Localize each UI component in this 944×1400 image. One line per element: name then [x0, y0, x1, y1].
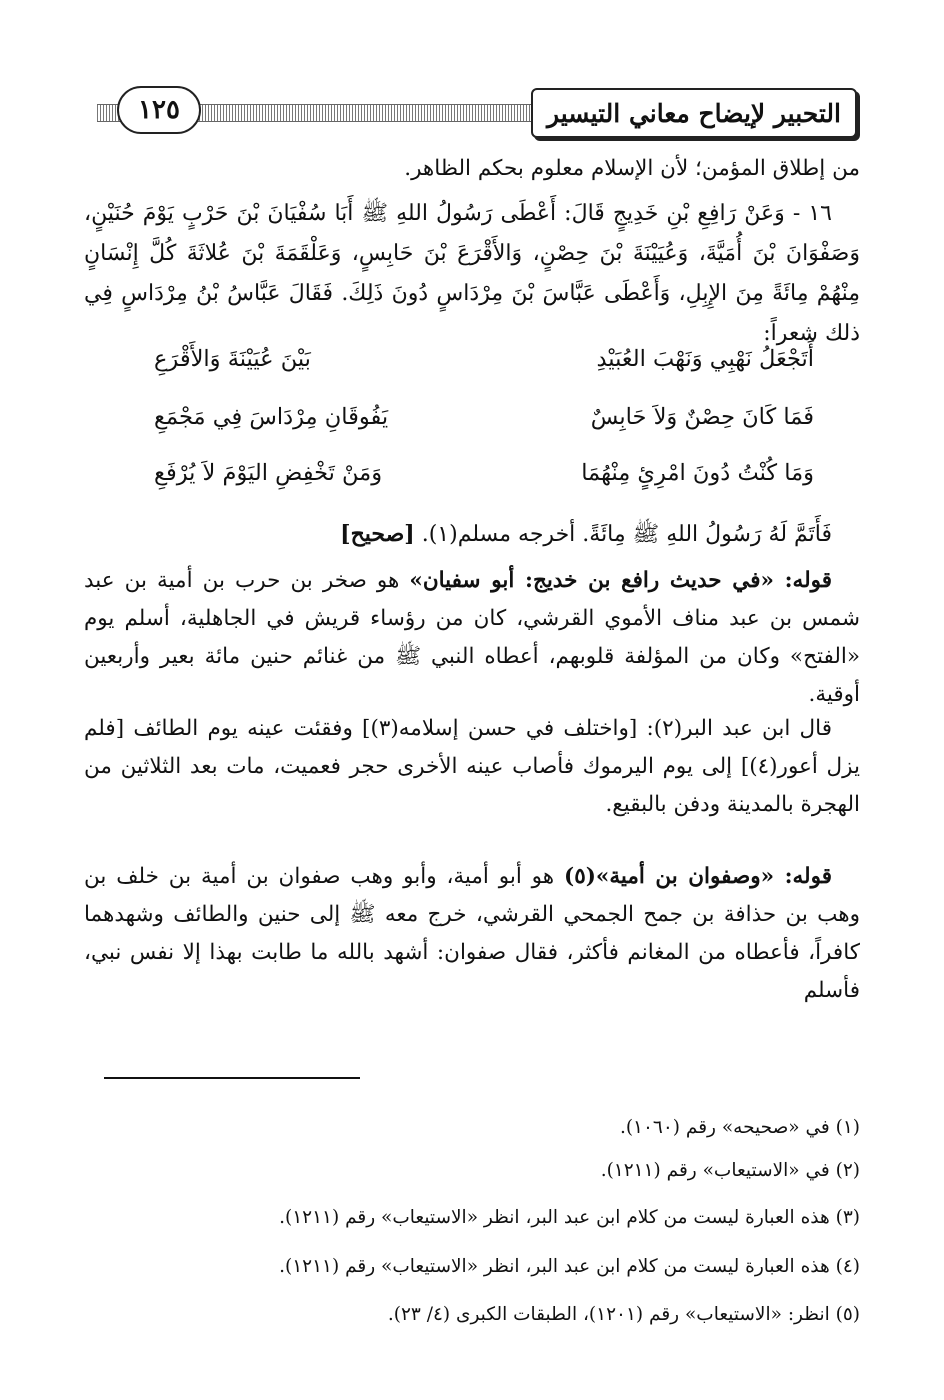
hadith-grade: [صحيح] [340, 521, 415, 547]
running-title: التحبير لإيضاح معاني التيسير [531, 88, 857, 138]
verse-1-first-hemistich: أَتَجْعَلُ نَهْبِي وَنَهْبَ العُبَيْدِ [596, 346, 814, 372]
footnote: (١) في «صحيحه» رقم (١٠٦٠). [619, 1117, 860, 1138]
commentary-text: هو أبو أمية، وأبو وهب صفوان بن أمية بن خلف بن وهب بن حذافة بن جمح الجمحي القرشي، خرج معه ﷺ إلى حنين والطائف وشهدهما كافراً، فأعطاه من المغانم فأكثر، فقال صفوان: أشهد بالله ما طابت بهذا إلا نفس نبي، فأسلم [84, 864, 860, 1003]
verse-1-second-hemistich: بَيْنَ عُيَيْنَةَ وَالأَقْرَعِ [154, 346, 311, 372]
commentary-paragraph [84, 562, 860, 714]
commentary-paragraph [84, 710, 860, 824]
verse-2 [154, 404, 814, 454]
closing-text: فَأَتَمَّ لَهُ رَسُولُ اللهِ ﷺ مِائَةً. أخرجه مسلم(١). [421, 522, 832, 547]
commentary-text: هو صخر بن حرب بن أمية بن عبد شمس بن عبد مناف الأموي القرشي، كان من رؤساء قريش في الجاهلية، أسلم يوم «الفتح» وكان من المؤلفة قلوبهم، أعطاه النبي ﷺ من غنائم حنين مائة بعير وأربعين أوقية. [84, 568, 860, 707]
footnote-separator [104, 1077, 360, 1079]
verse-3-second-hemistich: وَمَنْ تَخْفِضِ اليَوْمَ لاَ يُرْفَعِ [154, 460, 383, 486]
verse-2-first-hemistich: فَمَا كَانَ حِصْنٌ وَلاَ حَابِسٌ [590, 404, 814, 430]
page-header [97, 84, 857, 148]
verse-3 [154, 460, 814, 510]
hadith-text: ١٦ - وَعَنْ رَافِعِ بْنِ خَدِيجٍ قَالَ: أَعْطَى رَسُولُ اللهِ ﷺ أَبَا سُفْيَانَ بْنَ حَرْبٍ يَوْمَ حُنَيْنٍ، وَصَفْوَانَ بْنَ أُمَيَّةَ، وَعُيَيْنَةَ بْنَ حِصْنٍ، وَالأَقْرَعَ بْنَ حَابِسٍ، وَعَلْقَمَةَ بْنَ عُلاثَةَ كُلَّ إِنْسَانٍ مِنْهُمْ مِائَةً مِنَ الإِبِلِ، وَأَعْطَى عَبَّاسَ بْنَ مِرْدَاسٍ دُونَ ذَلِكَ. فَقَالَ عَبَّاسُ بْنُ مِرْدَاسٍ فِي ذلك شعراً: [84, 201, 860, 346]
footnote: (٤) هذه العبارة ليست من كلام ابن عبد البر، انظر «الاستيعاب» رقم (١٢١١). [279, 1256, 860, 1277]
footnote: (٥) انظر: «الاستيعاب» رقم (١٢٠١)، الطبقات الكبرى (٤/ ٢٣). [387, 1304, 860, 1325]
commentary-lead: قوله: «في حديث رافع بن خديج: أبو سفيان» [409, 568, 833, 593]
verse-1 [154, 346, 814, 396]
footnote: (٣) هذه العبارة ليست من كلام ابن عبد البر، انظر «الاستيعاب» رقم (١٢١١). [279, 1207, 860, 1228]
commentary-paragraph [84, 858, 860, 1010]
commentary-text: قال ابن عبد البر(٢): [واختلف في حسن إسلامه(٣)] وفقئت عينه يوم الطائف [فلم يزل أعور(٤)] إلى يوم اليرموك فأصاب عينه الأخرى حجر فعميت، مات بعد الثلاثين من الهجرة بالمدينة ودفن بالبقيع. [84, 716, 861, 817]
page-number: ١٢٥ [117, 86, 201, 134]
footnote: (٢) في «الاستيعاب» رقم (١٢١١). [600, 1160, 860, 1181]
hadith-closing [84, 514, 860, 555]
commentary-lead: قوله: «وصفوان بن أمية»(٥) [564, 864, 832, 889]
intro-line: من إطلاق المؤمن؛ لأن الإسلام معلوم بحكم الظاهر. [404, 156, 860, 181]
verse-3-first-hemistich: وَمَا كُنْتُ دُونَ امْرِئٍ مِنْهُمَا [581, 460, 814, 486]
verse-2-second-hemistich: يَفُوقَانِ مِرْدَاسَ فِي مَجْمَعِ [154, 404, 389, 430]
